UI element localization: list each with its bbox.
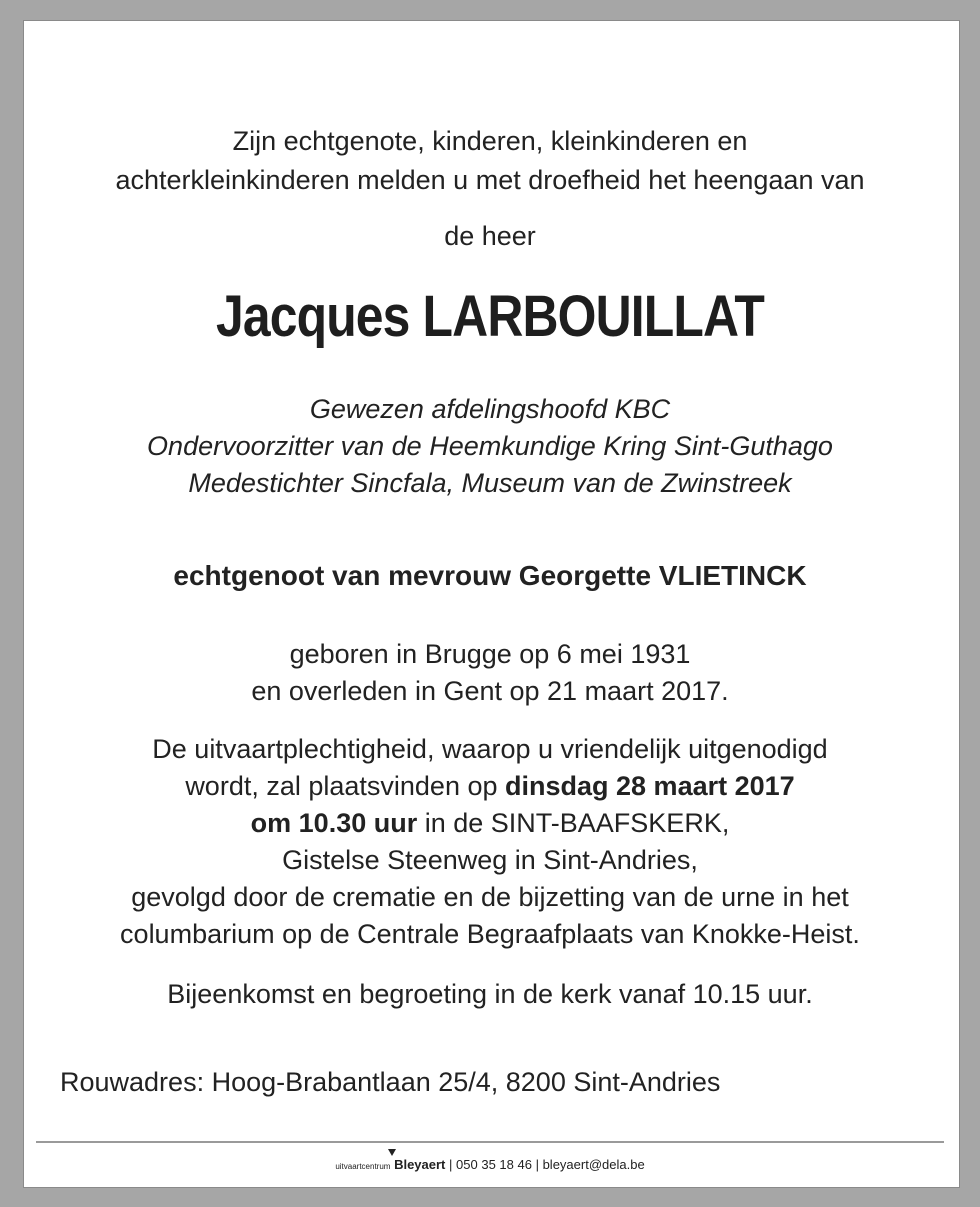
title-line: Gewezen afdelingshoofd KBC — [309, 394, 671, 424]
ceremony-line-5: gevolgd door de crematie en de bijzetting van de urne in het — [131, 882, 849, 912]
ceremony-line-1: De uitvaartplechtigheid, waarop u vriendelijk uitgenodigd — [152, 734, 828, 764]
footer-divider — [36, 1141, 944, 1143]
salutation: de heer — [444, 221, 536, 251]
title-line: Ondervoorzitter van de Heemkundige Kring Sint-Guthago — [147, 431, 833, 461]
ceremony-block — [0, 731, 980, 953]
meeting-info: Bijeenkomst en begroeting in de kerk vanaf 10.15 uur. — [167, 979, 813, 1009]
deceased-name: Jacques LARBOUILLAT — [215, 284, 765, 349]
titles-block — [0, 391, 980, 502]
logo-triangle-icon — [388, 1149, 396, 1156]
footer-brand: Bleyaert — [394, 1157, 446, 1172]
born-line: geboren in Brugge op 6 mei 1931 — [289, 639, 691, 669]
ceremony-time: om 10.30 uur — [250, 808, 418, 838]
died-line: en overleden in Gent op 21 maart 2017. — [251, 676, 729, 706]
mourning-address: Rouwadres: Hoog-Brabantlaan 25/4, 8200 Sint-Andries — [60, 1067, 721, 1097]
funeral-home-logo — [394, 1157, 445, 1172]
footer-separator: | — [449, 1157, 453, 1172]
intro-text — [0, 122, 980, 200]
ceremony-place: in de SINT-BAAFSKERK, — [417, 808, 730, 838]
ceremony-text: wordt, zal plaatsvinden op — [185, 771, 506, 801]
life-dates — [0, 636, 980, 710]
spouse-line: echtgenoot van mevrouw Georgette VLIETINCK — [173, 560, 807, 591]
footer-phone: 050 35 18 46 — [456, 1157, 532, 1172]
footer — [0, 1157, 980, 1172]
ceremony-line-4: Gistelse Steenweg in Sint-Andries, — [282, 845, 698, 875]
footer-separator: | — [535, 1157, 539, 1172]
title-line: Medestichter Sincfala, Museum van de Zwinstreek — [188, 468, 792, 498]
ceremony-line-2 — [0, 768, 980, 805]
footer-email: bleyaert@dela.be — [542, 1157, 645, 1172]
footer-prefix: uitvaartcentrum — [335, 1162, 391, 1171]
ceremony-line-6: columbarium op de Centrale Begraafplaats van Knokke-Heist. — [120, 919, 860, 949]
ceremony-line-3 — [0, 805, 980, 842]
intro-line-1: Zijn echtgenote, kinderen, kleinkinderen en — [232, 126, 748, 156]
ceremony-date: dinsdag 28 maart 2017 — [505, 771, 795, 801]
intro-line-2: achterkleinkinderen melden u met droefheid het heengaan van — [115, 165, 865, 195]
